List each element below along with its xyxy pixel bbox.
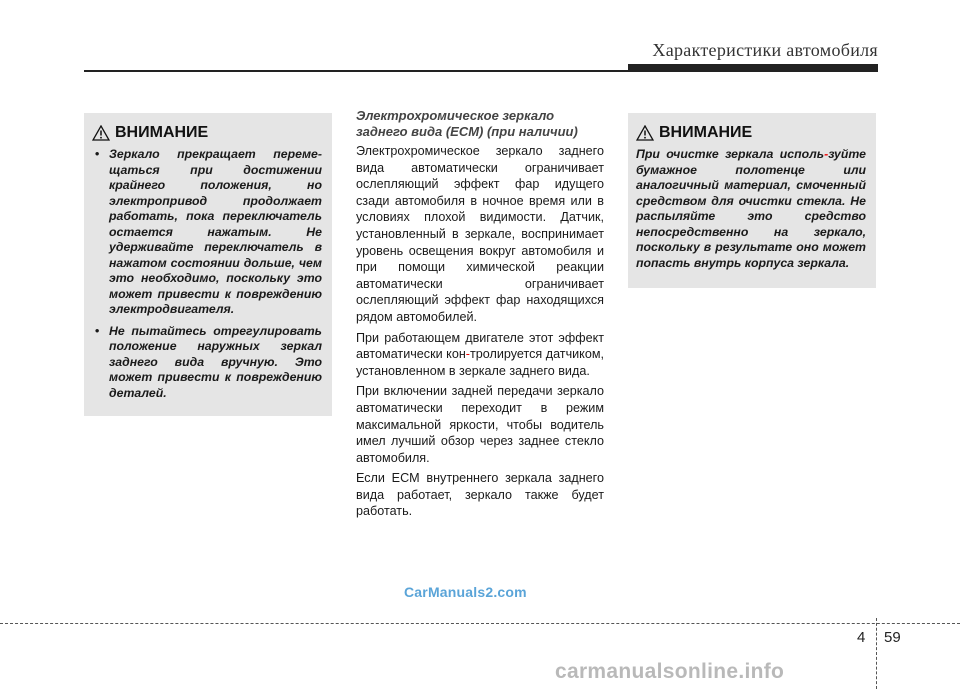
paragraph: При включении задней передачи зеркало автоматически переходит в режим максимальной яркости, чтобы водитель имел лучший обзор через заднее стекло автомобиля. <box>356 384 604 465</box>
paragraph: Если ECM внутреннего зеркала заднего вида работает, зеркало также будет работать. <box>356 471 604 519</box>
left-warning-heading-row <box>92 124 322 142</box>
left-warning-item: • Не пытайтесь отрегулировать положение наружных зеркал заднего вида вручную. Это может привести к повреждению деталей. <box>92 324 322 402</box>
right-warning-heading-row <box>636 124 866 142</box>
footer-site-watermark[interactable]: carmanualsonline.info <box>555 660 785 683</box>
hyphen-mark: - <box>824 147 829 161</box>
warning-triangle-icon <box>636 125 654 141</box>
header-rule-bold <box>628 64 878 72</box>
hyphen-mark: - <box>465 347 470 362</box>
paragraph-part: При работающем двигателе этот эффект автоматически кон <box>356 330 604 362</box>
page-header-title: Характеристики автомобиля <box>652 40 878 60</box>
warning-text-part: зуйте бумажное полотенце или аналогичный материал, смоченный средством для очистки стекла. Не распыляйте это средство непосредственно на зеркало, поскольку в результате оно может попасть внутрь корпуса зеркала. <box>636 147 866 270</box>
warning-text-part: При очистке зеркала исполь <box>636 147 825 161</box>
paragraph-part: тролируется датчиком, установленном в зеркале заднего вида. <box>356 347 604 378</box>
left-warning-item: • Зеркало прекращает переме-щаться при достижении крайнего положения, но электропривод продолжает работать, пока переключатель остается нажатым. Не удерживайте переключатель в нажатом состоянии дольше, чем это необходимо, поскольку это может привести к повреждению электродвигателя. <box>92 147 322 318</box>
middle-column <box>356 108 604 524</box>
right-warning-box <box>628 113 876 288</box>
watermark-link[interactable]: CarManuals2.com <box>404 584 527 600</box>
page-number-divider <box>876 618 877 689</box>
footer-divider <box>0 623 960 624</box>
paragraph <box>356 330 604 380</box>
section-title: Электрохромическое зеркало заднего вида (ЕСМ) (при наличии) <box>356 108 578 139</box>
header-rule <box>84 70 630 72</box>
right-warning-text <box>636 147 866 271</box>
right-warning-heading: ВНИМАНИЕ <box>659 124 753 141</box>
page-number: 59 <box>884 629 901 646</box>
warning-triangle-icon <box>92 125 110 141</box>
left-warning-heading: ВНИМАНИЕ <box>115 124 209 141</box>
left-warning-list <box>92 147 322 401</box>
paragraph: Электрохромическое зеркало заднего вида автоматически ограничивает ослепляющий эффект фар идущего сзади автомобиля в ночное время или в условиях плохой видимости. Датчик, установленный в зеркале, воспринимает уровень освещения вокруг автомобиля и при помощи химической реакции автоматически ограничивает ослепляющий эффект фар находящихся рядом автомобилей. <box>356 144 604 324</box>
left-warning-box <box>84 113 332 416</box>
chapter-number: 4 <box>857 629 866 646</box>
